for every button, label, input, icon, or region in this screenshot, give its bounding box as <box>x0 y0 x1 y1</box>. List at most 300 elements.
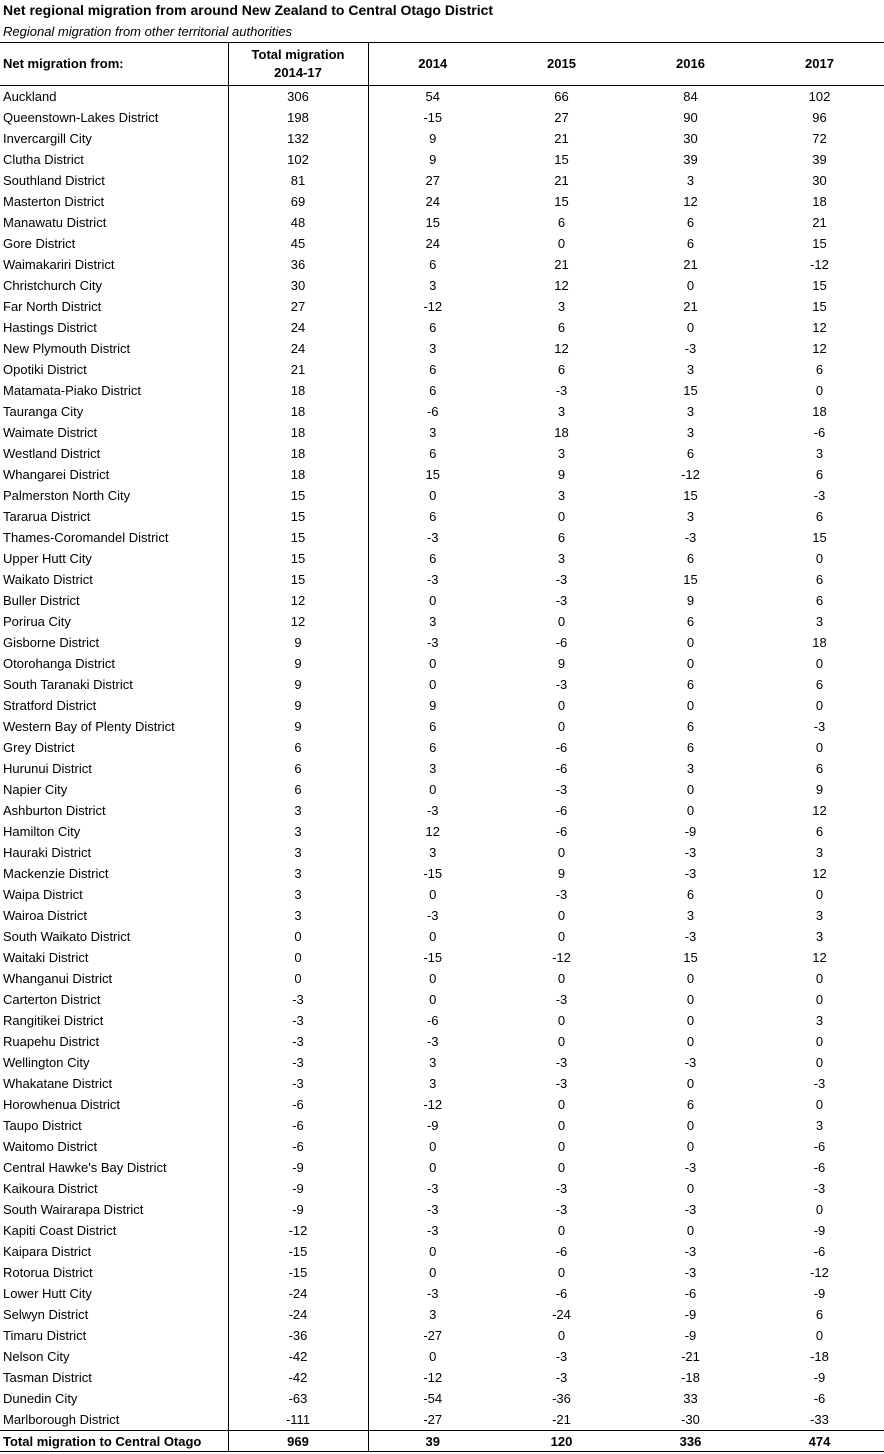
cell-2017: 15 <box>812 235 827 251</box>
cell-region: Hauraki District <box>0 842 228 863</box>
total-row-total: 969 <box>228 1431 368 1452</box>
cell-2014: -3 <box>426 529 439 545</box>
cell-2017: -6 <box>813 1159 826 1175</box>
cell-2016: 6 <box>686 676 695 692</box>
cell-total: 18 <box>228 380 368 401</box>
table-row <box>0 401 884 422</box>
cell-2017: -3 <box>813 1075 826 1091</box>
cell-2015: 3 <box>557 403 566 419</box>
cell-region: Wellington City <box>0 1052 228 1073</box>
cell-2016: 0 <box>686 1075 695 1091</box>
cell-2016: 0 <box>686 1222 695 1238</box>
cell-2016: -30 <box>681 1411 700 1427</box>
cell-2014: 15 <box>425 214 440 230</box>
cell-2015: 0 <box>557 1096 566 1112</box>
cell-region: Tauranga City <box>0 401 228 422</box>
cell-2017: 0 <box>815 1054 824 1070</box>
cell-2016: 9 <box>686 592 695 608</box>
cell-2015: 0 <box>557 718 566 734</box>
cell-region: Mackenzie District <box>0 863 228 884</box>
cell-region: Gisborne District <box>0 632 228 653</box>
cell-2014: -3 <box>426 1222 439 1238</box>
cell-2017: 6 <box>815 571 824 587</box>
cell-total: 12 <box>228 611 368 632</box>
cell-2016: -18 <box>681 1369 700 1385</box>
cell-2015: 0 <box>557 844 566 860</box>
cell-total: 45 <box>228 233 368 254</box>
cell-2014: 6 <box>429 319 437 335</box>
cell-region: New Plymouth District <box>0 338 228 359</box>
cell-2014: -3 <box>426 571 439 587</box>
cell-2015: 0 <box>557 907 566 923</box>
cell-region: Kaipara District <box>0 1241 228 1262</box>
cell-2015: -6 <box>555 802 568 818</box>
table-row <box>0 380 884 401</box>
table-row <box>0 107 884 128</box>
cell-2014: -15 <box>423 109 443 125</box>
cell-total: 24 <box>228 317 368 338</box>
table-row <box>0 338 884 359</box>
cell-2015: 0 <box>557 508 566 524</box>
cell-region: Taupo District <box>0 1115 228 1136</box>
cell-2014: -6 <box>426 403 439 419</box>
table-row <box>0 485 884 506</box>
cell-2016: 30 <box>683 130 698 146</box>
cell-region: Clutha District <box>0 149 228 170</box>
cell-region: Palmerston North City <box>0 485 228 506</box>
cell-2016: 21 <box>683 256 698 272</box>
cell-region: Ashburton District <box>0 800 228 821</box>
cell-2015: 18 <box>554 424 569 440</box>
cell-region: Invercargill City <box>0 128 228 149</box>
cell-2014: -9 <box>426 1117 439 1133</box>
cell-2014: 0 <box>429 1159 437 1175</box>
cell-2014: -54 <box>423 1390 443 1406</box>
cell-2017: -9 <box>813 1369 826 1385</box>
cell-2014: -3 <box>426 1201 439 1217</box>
cell-total: -6 <box>228 1094 368 1115</box>
table-row <box>0 359 884 380</box>
cell-2015: 0 <box>557 1327 566 1343</box>
cell-total: 15 <box>228 527 368 548</box>
cell-2017: -9 <box>813 1285 826 1301</box>
cell-2014: 0 <box>429 781 437 797</box>
cell-total: 15 <box>228 485 368 506</box>
cell-total: 3 <box>228 884 368 905</box>
cell-2015: 0 <box>557 1117 566 1133</box>
table-row <box>0 1052 884 1073</box>
cell-2014: 0 <box>429 487 437 503</box>
cell-2017: 6 <box>815 823 824 839</box>
cell-2015: 66 <box>554 88 569 104</box>
cell-2016: 3 <box>686 424 695 440</box>
table-row <box>0 191 884 212</box>
table-row <box>0 1388 884 1409</box>
cell-2015: 12 <box>554 340 569 356</box>
cell-region: Otorohanga District <box>0 653 228 674</box>
cell-total: 15 <box>228 569 368 590</box>
table-row <box>0 296 884 317</box>
cell-total: 69 <box>228 191 368 212</box>
table-row <box>0 632 884 653</box>
table-row <box>0 254 884 275</box>
cell-2014: -3 <box>426 907 439 923</box>
cell-2016: 3 <box>686 907 695 923</box>
cell-2017: 6 <box>815 508 824 524</box>
cell-2016: -3 <box>684 529 697 545</box>
cell-2016: 15 <box>683 487 698 503</box>
table-row <box>0 1304 884 1325</box>
cell-2016: 0 <box>686 1138 695 1154</box>
cell-region: Kaikoura District <box>0 1178 228 1199</box>
cell-2017: 0 <box>815 739 824 755</box>
table-row <box>0 1178 884 1199</box>
cell-2016: 6 <box>686 739 695 755</box>
cell-2015: 0 <box>557 235 566 251</box>
cell-2016: 6 <box>686 886 695 902</box>
cell-2017: 12 <box>812 319 827 335</box>
cell-total: 306 <box>228 86 368 108</box>
total-row-2015: 120 <box>497 1431 626 1452</box>
cell-total: -9 <box>228 1178 368 1199</box>
cell-2014: -3 <box>426 802 439 818</box>
cell-2014: 3 <box>429 1075 437 1091</box>
table-row <box>0 1157 884 1178</box>
cell-total: -42 <box>228 1346 368 1367</box>
cell-2014: 3 <box>429 340 437 356</box>
cell-2016: 12 <box>683 193 698 209</box>
cell-total: 27 <box>228 296 368 317</box>
cell-2015: 21 <box>554 256 569 272</box>
table-row <box>0 1325 884 1346</box>
cell-2015: 0 <box>557 1159 566 1175</box>
table-row <box>0 863 884 884</box>
cell-2015: -24 <box>552 1306 571 1322</box>
cell-region: Waikato District <box>0 569 228 590</box>
cell-2015: -6 <box>555 1243 568 1259</box>
cell-total: -63 <box>228 1388 368 1409</box>
total-row <box>0 1431 884 1452</box>
cell-2017: 0 <box>815 886 824 902</box>
cell-total: 81 <box>228 170 368 191</box>
cell-total: -12 <box>228 1220 368 1241</box>
cell-2016: 6 <box>686 214 695 230</box>
cell-2014: 27 <box>425 172 440 188</box>
cell-2015: 0 <box>557 1033 566 1049</box>
cell-region: South Taranaki District <box>0 674 228 695</box>
cell-total: 48 <box>228 212 368 233</box>
header-region: Net migration from: <box>0 43 228 86</box>
cell-2016: 84 <box>683 88 698 104</box>
cell-2016: 0 <box>686 319 695 335</box>
table-row <box>0 1367 884 1388</box>
cell-region: Waimate District <box>0 422 228 443</box>
cell-total: -42 <box>228 1367 368 1388</box>
table-row <box>0 1094 884 1115</box>
cell-2016: 90 <box>683 109 698 125</box>
cell-region: Rotorua District <box>0 1262 228 1283</box>
cell-region: Napier City <box>0 779 228 800</box>
cell-total: -9 <box>228 1199 368 1220</box>
table-row <box>0 233 884 254</box>
cell-2016: -3 <box>684 844 697 860</box>
cell-2016: 0 <box>686 697 695 713</box>
cell-2015: -3 <box>555 1348 568 1364</box>
cell-2017: 0 <box>815 1201 824 1217</box>
table-row <box>0 737 884 758</box>
table-row <box>0 422 884 443</box>
cell-2017: -3 <box>813 1180 826 1196</box>
cell-2014: 15 <box>425 466 440 482</box>
cell-2016: 0 <box>686 1117 695 1133</box>
cell-2017: 3 <box>815 1012 824 1028</box>
cell-2017: 6 <box>815 361 824 377</box>
table-row <box>0 1136 884 1157</box>
table-row <box>0 1220 884 1241</box>
cell-2017: -3 <box>813 487 826 503</box>
cell-region: Wairoa District <box>0 905 228 926</box>
cell-2016: 6 <box>686 718 695 734</box>
cell-2015: 0 <box>557 970 566 986</box>
cell-2014: 0 <box>429 970 437 986</box>
cell-2017: 12 <box>812 949 827 965</box>
cell-2015: -3 <box>555 991 568 1007</box>
cell-total: 0 <box>228 947 368 968</box>
cell-total: 15 <box>228 548 368 569</box>
cell-2016: 3 <box>686 508 695 524</box>
cell-2015: 15 <box>554 151 569 167</box>
cell-2017: 3 <box>815 928 824 944</box>
cell-region: Whangarei District <box>0 464 228 485</box>
header-year-2014: 2014 <box>368 43 497 86</box>
cell-2016: -3 <box>684 865 697 881</box>
cell-region: Lower Hutt City <box>0 1283 228 1304</box>
cell-region: Selwyn District <box>0 1304 228 1325</box>
total-row-label: Total migration to Central Otago <box>0 1431 228 1452</box>
cell-2016: -21 <box>681 1348 700 1364</box>
cell-2014: 24 <box>425 193 440 209</box>
table-row <box>0 905 884 926</box>
table-header <box>0 43 884 86</box>
cell-2015: -3 <box>555 676 568 692</box>
cell-total: 9 <box>228 716 368 737</box>
cell-2014: -3 <box>426 1285 439 1301</box>
cell-2014: 0 <box>429 1348 437 1364</box>
cell-2014: 9 <box>429 151 437 167</box>
cell-total: 18 <box>228 464 368 485</box>
table-row <box>0 968 884 989</box>
table-row <box>0 464 884 485</box>
cell-2015: -6 <box>555 760 568 776</box>
cell-2014: -12 <box>423 1096 443 1112</box>
cell-region: Far North District <box>0 296 228 317</box>
cell-2016: -3 <box>684 928 697 944</box>
cell-2017: 102 <box>808 88 831 104</box>
cell-2014: 0 <box>429 1264 437 1280</box>
cell-2017: -33 <box>810 1411 829 1427</box>
cell-total: 102 <box>228 149 368 170</box>
cell-2015: -3 <box>555 382 568 398</box>
cell-2016: -12 <box>681 466 700 482</box>
header-total-line1: Total migration <box>251 47 345 62</box>
cell-2015: 0 <box>557 613 566 629</box>
total-row-2014: 39 <box>368 1431 497 1452</box>
table-row <box>0 611 884 632</box>
cell-total: 9 <box>228 632 368 653</box>
cell-2016: 0 <box>686 655 695 671</box>
cell-2014: 3 <box>429 1054 437 1070</box>
cell-2014: -12 <box>423 298 443 314</box>
table-row <box>0 779 884 800</box>
cell-2016: -3 <box>684 340 697 356</box>
table-row <box>0 716 884 737</box>
cell-2015: 0 <box>557 1222 566 1238</box>
cell-region: Waitomo District <box>0 1136 228 1157</box>
cell-total: 9 <box>228 674 368 695</box>
cell-2015: -21 <box>552 1411 571 1427</box>
cell-2016: -3 <box>684 1054 697 1070</box>
cell-2016: 39 <box>683 151 698 167</box>
table-row <box>0 212 884 233</box>
header-year-2016: 2016 <box>626 43 755 86</box>
cell-2015: 12 <box>554 277 569 293</box>
table-row <box>0 1073 884 1094</box>
cell-2014: 6 <box>429 508 437 524</box>
cell-region: Rangitikei District <box>0 1010 228 1031</box>
cell-region: Western Bay of Plenty District <box>0 716 228 737</box>
cell-total: 3 <box>228 905 368 926</box>
table-row <box>0 1010 884 1031</box>
cell-region: Hastings District <box>0 317 228 338</box>
cell-2017: 6 <box>815 1306 824 1322</box>
cell-2014: 0 <box>429 1138 437 1154</box>
cell-total: -24 <box>228 1283 368 1304</box>
cell-2016: 3 <box>686 760 695 776</box>
cell-region: Central Hawke's Bay District <box>0 1157 228 1178</box>
table-row <box>0 1199 884 1220</box>
table-row <box>0 317 884 338</box>
cell-2017: 0 <box>815 655 824 671</box>
cell-2014: 0 <box>429 928 437 944</box>
cell-2017: 6 <box>815 760 824 776</box>
cell-total: 18 <box>228 401 368 422</box>
cell-2016: -3 <box>684 1159 697 1175</box>
cell-2014: 3 <box>429 844 437 860</box>
cell-total: 132 <box>228 128 368 149</box>
table-row <box>0 947 884 968</box>
cell-total: -15 <box>228 1262 368 1283</box>
cell-total: 15 <box>228 506 368 527</box>
cell-2015: -3 <box>555 886 568 902</box>
cell-total: 9 <box>228 695 368 716</box>
cell-2015: 0 <box>557 1264 566 1280</box>
cell-2014: -6 <box>426 1012 439 1028</box>
cell-2015: 9 <box>557 865 566 881</box>
cell-2014: 3 <box>429 1306 437 1322</box>
table-row <box>0 695 884 716</box>
cell-region: Christchurch City <box>0 275 228 296</box>
cell-total: -3 <box>228 1073 368 1094</box>
cell-2016: 3 <box>686 361 695 377</box>
cell-2015: 6 <box>557 361 566 377</box>
cell-total: 9 <box>228 653 368 674</box>
cell-2017: -6 <box>813 1243 826 1259</box>
cell-2015: -6 <box>555 1285 568 1301</box>
cell-region: Ruapehu District <box>0 1031 228 1052</box>
cell-2015: -3 <box>555 781 568 797</box>
document-title: Net regional migration from around New Zealand to Central Otago District <box>3 2 494 18</box>
cell-2015: 3 <box>557 298 566 314</box>
cell-total: 0 <box>228 968 368 989</box>
table-row <box>0 1115 884 1136</box>
cell-2016: 3 <box>686 172 695 188</box>
cell-total: -111 <box>228 1409 368 1431</box>
cell-2017: 0 <box>815 697 824 713</box>
cell-total: -3 <box>228 1010 368 1031</box>
header-total-line2: 2014-17 <box>274 65 322 80</box>
cell-2017: 72 <box>812 130 827 146</box>
cell-total: 0 <box>228 926 368 947</box>
cell-2014: 0 <box>429 1243 437 1259</box>
cell-region: Tararua District <box>0 506 228 527</box>
cell-2017: 6 <box>815 676 824 692</box>
cell-region: Tasman District <box>0 1367 228 1388</box>
cell-region: Opotiki District <box>0 359 228 380</box>
cell-2017: -3 <box>813 718 826 734</box>
cell-region: Westland District <box>0 443 228 464</box>
cell-2015: 9 <box>557 466 566 482</box>
cell-2014: 12 <box>425 823 440 839</box>
cell-2016: 6 <box>686 235 695 251</box>
cell-2015: 6 <box>557 529 566 545</box>
cell-2015: 9 <box>557 655 566 671</box>
cell-total: -3 <box>228 1031 368 1052</box>
cell-region: Horowhenua District <box>0 1094 228 1115</box>
cell-2014: 6 <box>429 739 437 755</box>
cell-2014: -27 <box>423 1411 443 1427</box>
cell-region: Waimakariri District <box>0 254 228 275</box>
cell-2015: 3 <box>557 550 566 566</box>
cell-region: South Wairarapa District <box>0 1199 228 1220</box>
cell-total: 21 <box>228 359 368 380</box>
cell-region: Queenstown-Lakes District <box>0 107 228 128</box>
total-row-2016: 336 <box>626 1431 755 1452</box>
cell-2014: -15 <box>423 865 443 881</box>
cell-2017: 3 <box>815 445 824 461</box>
cell-2015: 3 <box>557 487 566 503</box>
cell-2017: 3 <box>815 613 824 629</box>
cell-2015: -6 <box>555 739 568 755</box>
cell-total: -9 <box>228 1157 368 1178</box>
cell-2017: 30 <box>812 172 827 188</box>
table-row <box>0 149 884 170</box>
cell-total: -3 <box>228 989 368 1010</box>
total-row-2017: 474 <box>755 1431 884 1452</box>
cell-2015: 0 <box>557 1138 566 1154</box>
cell-2014: -3 <box>426 634 439 650</box>
cell-2015: 0 <box>557 697 566 713</box>
cell-2015: 27 <box>554 109 569 125</box>
migration-table <box>0 42 884 1452</box>
cell-2016: 3 <box>686 403 695 419</box>
cell-2016: 6 <box>686 550 695 566</box>
cell-region: Hamilton City <box>0 821 228 842</box>
cell-region: Matamata-Piako District <box>0 380 228 401</box>
table-row <box>0 1031 884 1052</box>
cell-region: Grey District <box>0 737 228 758</box>
cell-2016: 21 <box>683 298 698 314</box>
cell-2016: -6 <box>684 1285 697 1301</box>
